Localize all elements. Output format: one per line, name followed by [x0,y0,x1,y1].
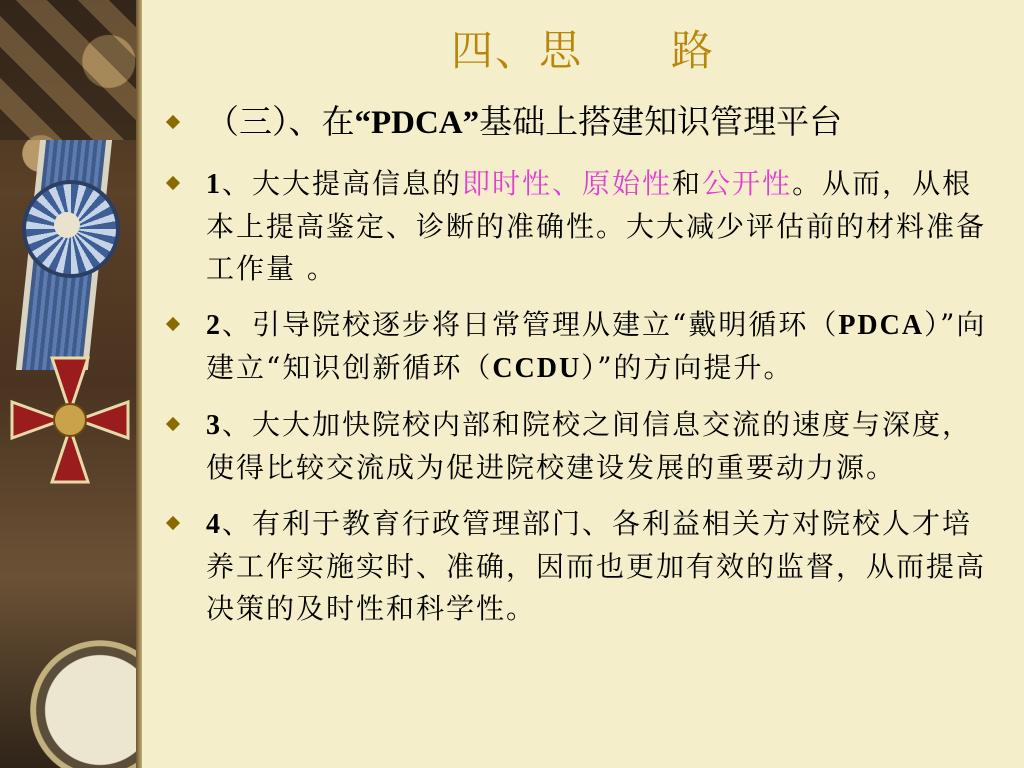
bullet-list [160,100,1000,644]
diamond-bullet-icon [166,516,180,530]
item-text: 、大大提高信息的 [222,167,463,200]
term-pdca: PDCA [838,310,925,341]
compass-icon [30,640,136,768]
heading-prefix: （三）、在 [206,102,355,141]
item-text: ）”向建立“知识创新循环（ [206,308,987,384]
term-ccdu: CCDU [492,353,582,384]
heading-suffix: 基础上搭建知识管理平台 [479,102,843,141]
diamond-bullet-icon [166,176,180,190]
medal-rosette [22,180,120,278]
item-number: 4 [206,509,222,540]
decorative-photo-strip [0,0,136,768]
item-text: 、有利于教育行政管理部门、各利益相关方对院校人才培养工作实施实时、准确，因而也更加有效的监督，从而提高决策的及时性和科学性。 [206,507,987,625]
bullet-item-1 [160,163,1000,290]
bullet-item-2 [160,304,1000,390]
frame-edge [136,0,142,768]
diamond-bullet-icon [166,317,180,331]
item-text: 、引导院校逐步将日常管理从建立“戴明循环（ [222,308,839,341]
item-text: 、大大加快院校内部和院校之间信息交流的速度与深度，使得比较交流成为促进院校建设发展的重要动力源。 [206,408,973,484]
heading-quote-close: ” [462,105,480,141]
maltese-cross-medal-icon [8,350,132,490]
highlight-text: 即时性、原始性 [462,167,673,200]
diamond-bullet-icon [166,417,180,431]
heading-quote-open: “ [354,105,371,141]
item-number: 1 [206,169,222,200]
bullet-item-4 [160,503,1000,630]
heading-term: PDCA [371,105,463,141]
slide-title: 四、思 路 [450,26,715,75]
item-text: 。从而，从根本上提高鉴定、诊断的准确性。大大减少评估前的材料准备工作量 。 [206,167,987,285]
item-text: 和 [672,167,703,200]
diamond-bullet-icon [166,115,180,129]
item-number: 2 [206,310,222,341]
checker-pattern [0,0,136,140]
item-number: 3 [206,410,222,441]
item-text: ）”的方向提升。 [581,351,794,384]
bullet-item-heading [160,100,1000,145]
bullet-item-3 [160,404,1000,489]
highlight-text: 公开性 [702,167,793,200]
